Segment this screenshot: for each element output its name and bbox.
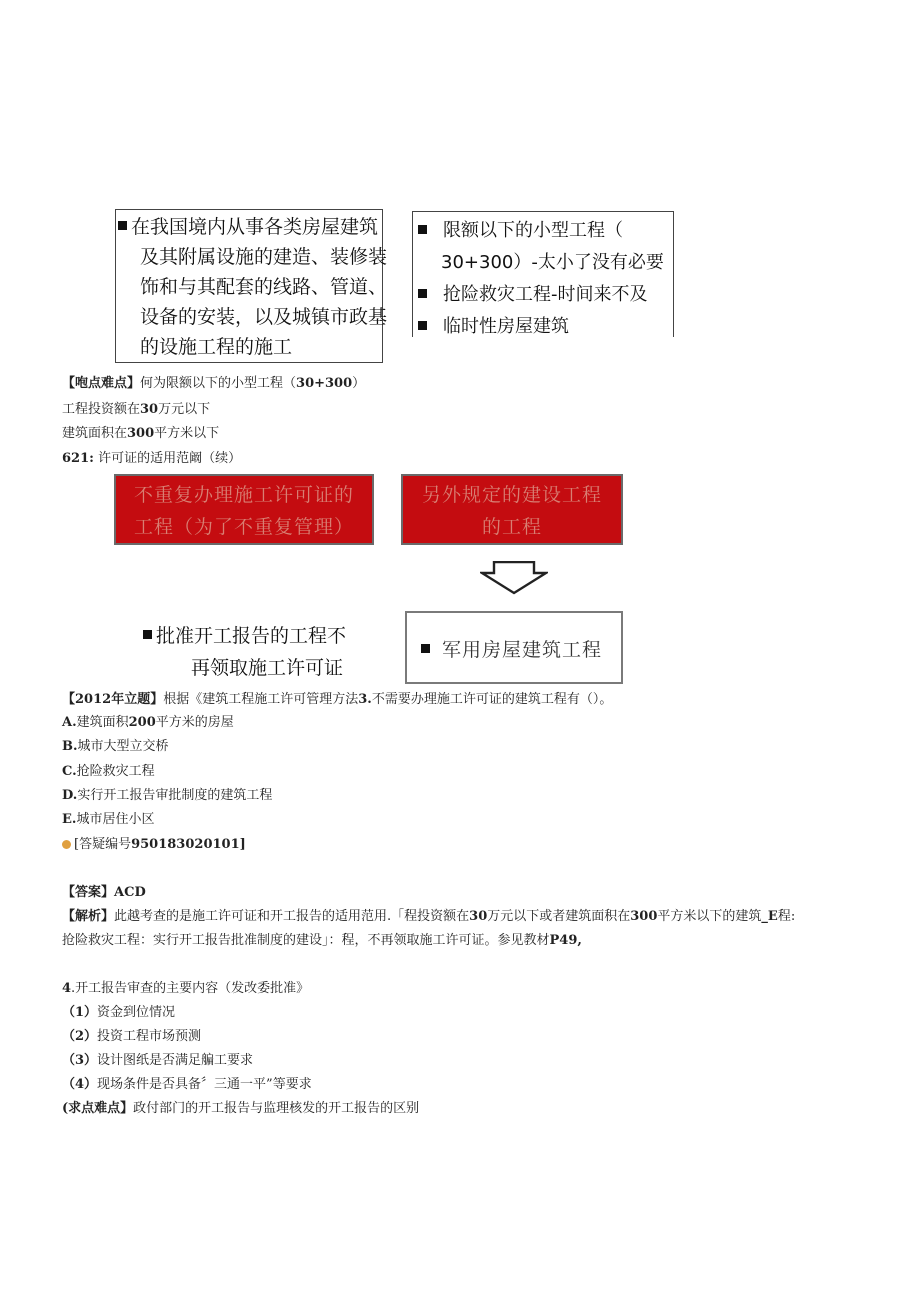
square-bullet-icon: [421, 644, 430, 653]
question-id: [答疑编号950183020101]: [62, 833, 246, 852]
down-arrow-icon: [480, 561, 548, 595]
section-4-heading: 4.开工报告审查的主要内容（发改委批准》: [62, 981, 310, 996]
section-4-note: (求点难点】政付部门的开工报告与监理核发的开工报告的区别: [62, 1101, 420, 1116]
square-bullet-icon: [118, 221, 127, 230]
scope-line-1: 在我国境内从事各类房屋建筑: [118, 213, 378, 242]
approval-report-line-2: 再领取施工许可证: [191, 657, 344, 679]
approval-report-line-1: 批准开工报告的工程不: [143, 622, 346, 651]
section-4-item-1: （1）资金到位情况: [62, 1005, 176, 1020]
square-bullet-icon: [418, 321, 427, 330]
scope-line-5: 的设施工程的施工: [140, 336, 293, 358]
military-building-label: 军用房屋建筑工程: [421, 635, 602, 662]
exemption-line-2: 30+300）-太小了没有必要: [441, 252, 664, 273]
exemption-line-4: 临时性房屋建筑: [418, 311, 569, 343]
bullet-dot-icon: [62, 840, 71, 849]
scope-line-4: 设备的安装，以及城镇市政基: [140, 306, 388, 328]
option-e: E.城市居住小区: [62, 812, 155, 827]
analysis-line-2: 抢险救灾工程：实行开工报告批准制度的建设」：程，不再领取施工许可证。参见教材P49,: [62, 933, 582, 948]
exemption-line-3: 抢险救灾工程-时间来不及: [418, 279, 648, 311]
option-b: B.城市大型立交桥: [62, 739, 169, 754]
section-621-heading: 621: 许可证的适用范阚（续）: [62, 451, 242, 466]
answer-line: 【答案】ACD: [62, 885, 146, 900]
section-4-item-4: （4）现场条件是否具备〞三通一平”等要求: [62, 1077, 312, 1092]
option-c: C.抢险救灾工程: [62, 764, 155, 779]
red-box-no-duplicate: [114, 474, 374, 545]
red-box-no-duplicate-line-1: 不重复办理施工许可证的: [133, 484, 354, 506]
scope-line-2: 及其附属设施的建造、装修装: [140, 246, 388, 268]
section-4-item-2: （2）投资工程市场预测: [62, 1029, 202, 1044]
scope-line-3: 饰和与其配套的线路、管道、: [140, 276, 388, 298]
square-bullet-icon: [418, 289, 427, 298]
exemption-line-1: 限额以下的小型工程（: [418, 215, 623, 247]
red-box-other-rules: [401, 474, 623, 545]
investment-limit-line: 工程投资额在30万元以下: [62, 402, 211, 417]
option-d: D.实行开工报告审批制度的建筑工程: [62, 788, 273, 803]
red-box-other-rules-line-1: 另外规定的建设工程: [421, 484, 602, 506]
option-a: A.建筑面积200平方米的房屋: [62, 715, 234, 730]
question-stem: 【2012年立题】根据《建筑工程施工许可管理方法3.不需要办理施工许可证的建筑工程有（）。: [62, 692, 613, 707]
analysis-line-1: 【解析】此越考查的是施工许可证和开工报告的适用范用.「程投资额在30万元以下或者建筑面积在300平方米以下的建筑_E程:: [62, 909, 796, 924]
red-box-other-rules-line-2: 的工程: [481, 516, 542, 538]
section-4-item-3: （3）设计图纸是否满足艑工要求: [62, 1053, 254, 1068]
area-limit-line: 建筑面积在300平方米以下: [62, 426, 220, 441]
square-bullet-icon: [143, 630, 152, 639]
note-difficult-point: 【咆点难点】何为限额以下的小型工程（30+300）: [62, 376, 366, 391]
square-bullet-icon: [418, 225, 427, 234]
red-box-no-duplicate-line-2: 工程（为了不重复管理）: [133, 516, 354, 538]
military-building-box: [405, 611, 623, 684]
